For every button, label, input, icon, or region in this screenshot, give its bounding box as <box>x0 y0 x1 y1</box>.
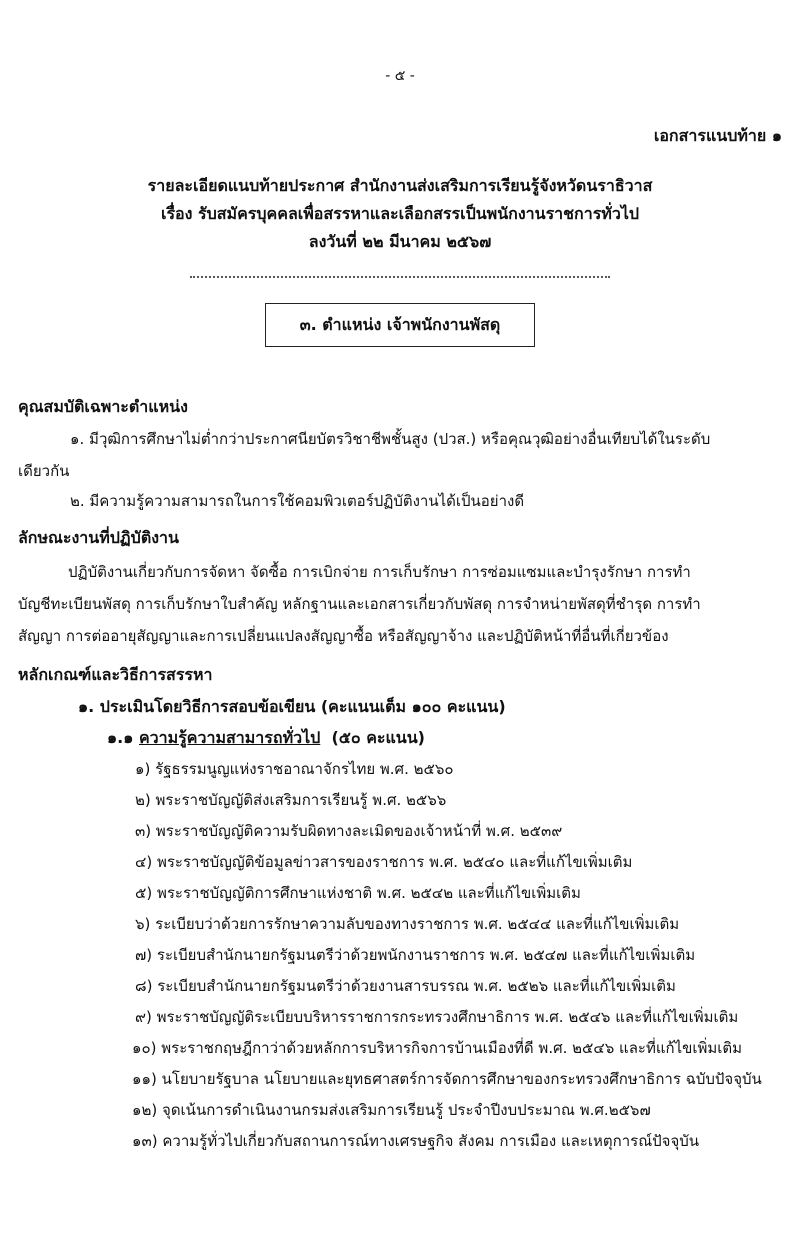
title-line-1: รายละเอียดแนบท้ายประกาศ สำนักงานส่งเสริมการเรียนรู้จังหวัดนราธิวาส <box>147 176 653 195</box>
exam-topic-item: ๓) พระราชบัญญัติความรับผิดทางละเมิดของเจ้าหน้าที่ พ.ศ. ๒๕๓๙ <box>135 822 563 840</box>
job-nature-line: สัญญา การต่ออายุสัญญาและการเปลี่ยนแปลงสัญญาซื้อ หรือสัญญาจ้าง และปฏิบัติหน้าที่อื่นที่เกี่ยวข้อง <box>18 627 669 645</box>
criteria-sub-1-1 <box>107 727 425 749</box>
page-number: - ๕ - <box>385 68 415 84</box>
position-box: ๓. ตำแหน่ง เจ้าพนักงานพัสดุ <box>265 303 535 347</box>
exam-topic-item: ๑๐) พระราชกฤษฎีกาว่าด้วยหลักการบริหารกิจการบ้านเมืองที่ดี พ.ศ. ๒๕๔๖ และที่แก้ไขเพิ่มเติม <box>132 1039 743 1057</box>
exam-topic-item: ๑๓) ความรู้ทั่วไปเกี่ยวกับสถานการณ์ทางเศรษฐกิจ สังคม การเมือง และเหตุการณ์ปัจจุบัน <box>132 1132 700 1150</box>
exam-topic-item: ๑๑) นโยบายรัฐบาล นโยบายและยุทธศาสตร์การจัดการศึกษาของกระทรวงศึกษาธิการ ฉบับปัจจุบัน <box>132 1070 762 1088</box>
sub-title: ความรู้ความสามารถทั่วไป <box>138 728 321 747</box>
job-nature-line: บัญชีทะเบียนพัสดุ การเก็บรักษาใบสำคัญ หลักฐานและเอกสารเกี่ยวกับพัสดุ การจำหน่ายพัสดุที่ชำรุด การทำ <box>18 595 701 613</box>
criteria-heading: หลักเกณฑ์และวิธีการสรรหา <box>18 665 213 684</box>
sub-number: ๑.๑ <box>107 728 134 747</box>
exam-topic-item: ๘) ระเบียบสำนักนายกรัฐมนตรีว่าด้วยงานสารบรรณ พ.ศ. ๒๕๒๖ และที่แก้ไขเพิ่มเติม <box>135 977 676 995</box>
title-line-2: เรื่อง รับสมัครบุคคลเพื่อสรรหาและเลือกสรรเป็นพนักงานราชการทั่วไป <box>160 204 640 223</box>
exam-topic-item: ๖) ระเบียบว่าด้วยการรักษาความลับของทางราชการ พ.ศ. ๒๕๔๔ และที่แก้ไขเพิ่มเติม <box>135 915 680 933</box>
qualification-item-2: ๒. มีความรู้ความสามารถในการใช้คอมพิวเตอร์ปฏิบัติงานได้เป็นอย่างดี <box>70 492 525 510</box>
qualification-item-1: ๑. มีวุฒิการศึกษาไม่ต่ำกว่าประกาศนียบัตรวิชาชีพชั้นสูง (ปวส.) หรือคุณวุฒิอย่างอื่นเทียบได้ในระดับ <box>70 430 711 448</box>
exam-topic-item: ๙) พระราชบัญญัติระเบียบบริหารราชการกระทรวงศึกษาธิการ พ.ศ. ๒๕๔๖ และที่แก้ไขเพิ่มเติม <box>135 1008 739 1026</box>
exam-topic-item: ๕) พระราชบัญญัติการศึกษาแห่งชาติ พ.ศ. ๒๕๔๒ และที่แก้ไขเพิ่มเติม <box>135 884 581 902</box>
qualification-item-1-cont: เดียวกัน <box>18 462 70 480</box>
job-nature-heading: ลักษณะงานที่ปฏิบัติงาน <box>18 528 179 547</box>
exam-topic-item: ๑) รัฐธรรมนูญแห่งราชอาณาจักรไทย พ.ศ. ๒๕๖๐ <box>135 760 454 778</box>
exam-topic-item: ๒) พระราชบัญญัติส่งเสริมการเรียนรู้ พ.ศ. ๒๕๖๖ <box>135 791 447 809</box>
exam-topic-item: ๑๒) จุดเน้นการดำเนินงานกรมส่งเสริมการเรียนรู้ ประจำปีงบประมาณ พ.ศ.๒๕๖๗ <box>132 1101 651 1119</box>
job-nature-line: ปฏิบัติงานเกี่ยวกับการจัดหา จัดซื้อ การเบิกจ่าย การเก็บรักษา การซ่อมแซมและบำรุงรักษา การทำ <box>68 563 691 581</box>
dotted-divider <box>190 276 610 278</box>
sub-score: (๕๐ คะแนน) <box>331 728 425 747</box>
criteria-sub-1: ๑. ประเมินโดยวิธีการสอบข้อเขียน (คะแนนเต็ม ๑๐๐ คะแนน) <box>78 697 506 716</box>
exam-topic-item: ๗) ระเบียบสำนักนายกรัฐมนตรีว่าด้วยพนักงานราชการ พ.ศ. ๒๕๔๗ และที่แก้ไขเพิ่มเติม <box>135 946 696 964</box>
exam-topic-item: ๔) พระราชบัญญัติข้อมูลข่าวสารของราชการ พ.ศ. ๒๕๔๐ และที่แก้ไขเพิ่มเติม <box>135 853 633 871</box>
attachment-label: เอกสารแนบท้าย ๑ <box>653 126 782 145</box>
title-line-3: ลงวันที่ ๒๒ มีนาคม ๒๕๖๗ <box>308 232 492 251</box>
qualifications-heading: คุณสมบัติเฉพาะตำแหน่ง <box>18 397 188 416</box>
